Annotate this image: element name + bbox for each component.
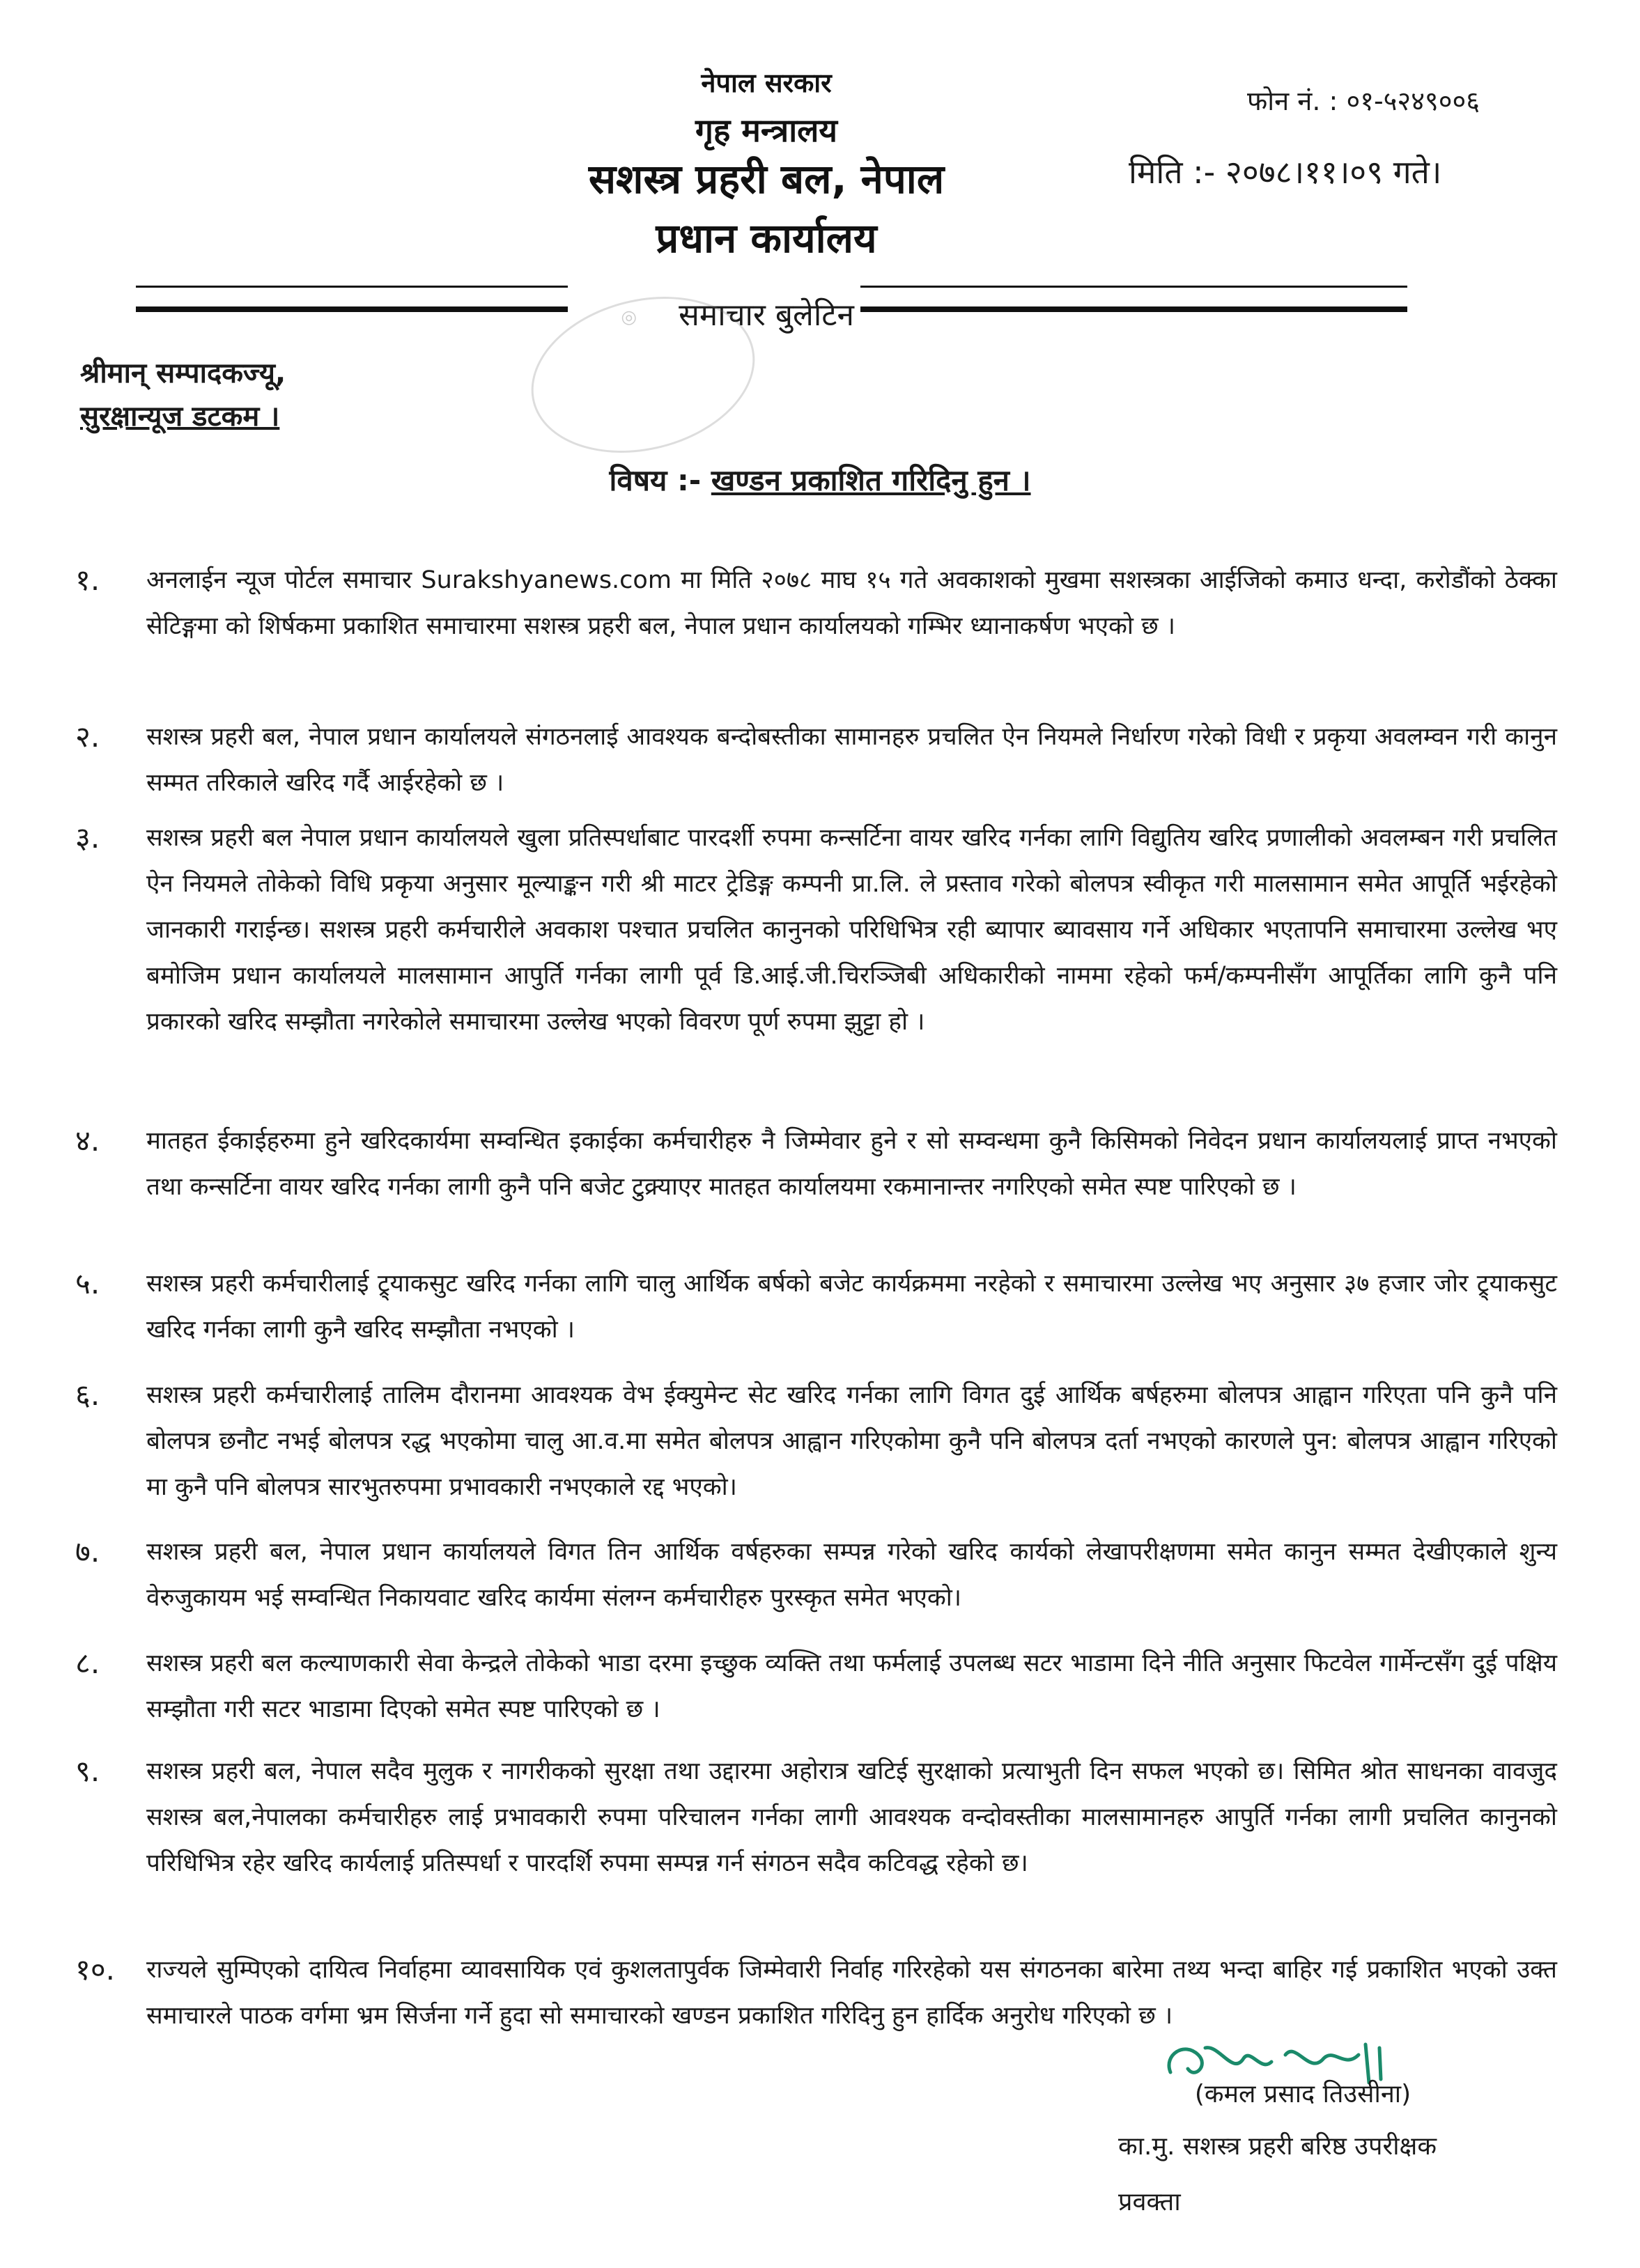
subject-line	[0, 460, 1640, 499]
letter-date: मिति :- २०७८।११।०९ गते।	[1129, 153, 1442, 191]
paragraph-number: ६.	[75, 1378, 100, 1412]
paragraph-text: सशस्त्र प्रहरी बल कल्याणकारी सेवा केन्द्रले तोकेको भाडा दरमा इच्छुक व्यक्ति तथा फर्मलाई उपलब्ध सटर भाडामा दिने नीति अनुसार फिटवेल गार्मेन्टसँग दुई पक्षिय सम्झौता गरी सटर भाडामा दिएको समेत स्पष्ट पारिएको छ ।	[146, 1649, 1557, 1723]
signatory-role: प्रवक्ता	[1118, 2188, 1181, 2216]
paragraph-number: ८.	[75, 1646, 100, 1680]
paragraph-number: २.	[75, 720, 100, 754]
paragraph-number: ९.	[75, 1754, 100, 1788]
paragraph-text: सशस्त्र प्रहरी कर्मचारीलाई ट्र्याकसुट खरिद गर्नका लागि चालु आर्थिक बर्षको बजेट कार्यक्रममा नरहेको र समाचारमा उल्लेख भए अनुसार ३७ हजार जोर ट्र्याकसुट खरिद गर्नका लागी कुनै खरिद सम्झौता नभएको ।	[146, 1270, 1557, 1344]
office-stamp: ◎	[515, 274, 772, 475]
office-name: प्रधान कार्यालय	[656, 215, 877, 262]
force-name: सशस्त्र प्रहरी बल, नेपाल	[588, 155, 945, 203]
addressee-line-1: श्रीमान् सम्पादकज्यू,	[80, 357, 286, 389]
subject-text: खण्डन प्रकाशित गरिदिनु हुन ।	[711, 463, 1031, 497]
paragraph-text: सशस्त्र प्रहरी बल, नेपाल प्रधान कार्यालयले विगत तिन आर्थिक वर्षहरुका सम्पन्न गरेको खरिद कार्यको लेखापरीक्षणमा समेत कानुन सम्मत देखीएकाले शुन्य वेरुजुकायम भई सम्वन्धित निकायवाट खरिद कार्यमा संलग्न कर्मचारीहरु पुरस्कृत समेत भएको।	[146, 1538, 1557, 1612]
paragraph-text: सशस्त्र प्रहरी कर्मचारीलाई तालिम दौरानमा आवश्यक वेभ ईक्युमेन्ट सेट खरिद गर्नका लागि विगत दुई आर्थिक बर्षहरुमा बोलपत्र आह्वान गरिएता पनि कुनै पनि बोलपत्र छनौट नभई बोलपत्र रद्ध भएकोमा चालु आ.व.मा समेत बोलपत्र आह्वान गरिएकोमा कुनै पनि बोलपत्र दर्ता नभएको कारणले पुन: बोलपत्र आह्वान गरिएको मा कुनै पनि बोलपत्र सारभुतरुपमा प्रभावकारी नभएकाले रद्द भएको।	[146, 1381, 1557, 1501]
paragraph-text: मातहत ईकाईहरुमा हुने खरिदकार्यमा सम्वन्धित इकाईका कर्मचारीहरु नै जिम्मेवार हुने र सो सम्वन्धमा कुनै किसिमको निवेदन प्रधान कार्यालयलाई प्राप्त नभएको तथा कन्सर्टिना वायर खरिद गर्नका लागी कुनै पनि बजेट टुक्र्याएर मातहत कार्यालयमा रकमानान्तर नगरिएको समेत स्पष्ट पारिएको छ ।	[146, 1127, 1557, 1201]
signatory-name: (कमल प्रसाद तिउसीना)	[1194, 2080, 1411, 2108]
bulletin-label: समाचार बुलेटिन	[679, 297, 854, 333]
header-rule-right-thin	[860, 286, 1407, 288]
signatory-title: का.मु. सशस्त्र प्रहरी बरिष्ठ उपरीक्षक	[1118, 2132, 1437, 2161]
paragraph-number: १.	[75, 563, 100, 597]
ministry-name: गृह मन्त्रालय	[695, 111, 837, 149]
paragraph-text: सशस्त्र प्रहरी बल नेपाल प्रधान कार्यालयले खुला प्रतिस्पर्धाबाट पारदर्शी रुपमा कन्सर्टिना वायर खरिद गर्नका लागि विद्युतिय खरिद प्रणालीको अवलम्बन गरी प्रचलित ऐन नियमले तोकेको विधि प्रकृया अनुसार मूल्याङ्कन गरी श्री माटर ट्रेडिङ्ग कम्पनी प्रा.लि. ले प्रस्ताव गरेको बोलपत्र स्वीकृत गरी मालसामान समेत आपूर्ति भईरहेको जानकारी गराईन्छ। सशस्त्र प्रहरी कर्मचारीले अवकाश पश्चात प्रचलित कानुनको परिधिभित्र रही ब्यापार ब्यावसाय गर्ने अधिकार भएतापनि समाचारमा उल्लेख भए बमोजिम प्रधान कार्यालयले मालसामान आपुर्ति गर्नका लागी पूर्व डि.आई.जी.चिरञ्जिबी अधिकारीको नाममा रहेको फर्म/कम्पनीसँग आपूर्तिका लागि कुनै पनि प्रकारको खरिद सम्झौता नगरेकोले समाचारमा उल्लेख भएको विवरण पूर्ण रुपमा झुट्टा हो ।	[146, 824, 1557, 1036]
paragraph-text: राज्यले सुम्पिएको दायित्व निर्वाहमा व्यावसायिक एवं कुशलतापुर्वक जिम्मेवारी निर्वाह गरिरहेको यस संगठनका बारेमा तथ्य भन्दा बाहिर गई प्रकाशित भएको उक्त समाचारले पाठक वर्गमा भ्रम सिर्जना गर्ने हुदा सो समाचारको खण्डन प्रकाशित गरिदिनु हुन हार्दिक अनुरोध गरिएको छ ।	[146, 1956, 1557, 2030]
paragraph-text: सशस्त्र प्रहरी बल, नेपाल प्रधान कार्यालयले संगठनलाई आवश्यक बन्दोबस्तीका सामानहरु प्रचलित ऐन नियमले निर्धारण गरेको विधी र प्रकृया अवलम्वन गरी कानुन सम्मत तरिकाले खरिद गर्दै आईरहेको छ ।	[146, 723, 1557, 797]
paragraph-text: अनलाईन न्यूज पोर्टल समाचार Surakshyanews.com मा मिति २०७८ माघ १५ गते अवकाशको मुखमा सशस्त्रका आईजिको कमाउ धन्दा, करोडौंको ठेक्का सेटिङ्गमा को शिर्षकमा प्रकाशित समाचारमा सशस्त्र प्रहरी बल, नेपाल प्रधान कार्यालयको गम्भिर ध्यानाकर्षण भएको छ ।	[146, 566, 1557, 640]
addressee-line-2: सुरक्षान्यूज डटकम ।	[80, 401, 280, 433]
government-name: नेपाल सरकार	[701, 68, 832, 98]
paragraph-number: १०.	[75, 1952, 116, 1987]
paragraph-number: ५.	[75, 1266, 100, 1300]
paragraph-text: सशस्त्र प्रहरी बल, नेपाल सदैव मुलुक र नागरीकको सुरक्षा तथा उद्दारमा अहोरात्र खटिई सुरक्षाको प्रत्याभुती दिन सफल भएको छ। सिमित श्रोत साधनका वावजुद सशस्त्र बल,नेपालका कर्मचारीहरु लाई प्रभावकारी रुपमा परिचालन गर्नका लागी आवश्यक वन्दोवस्तीका मालसामानहरु आपुर्ति गर्नका लागी प्रचलित कानुनको परिधिभित्र रहेर खरिद कार्यलाई प्रतिस्पर्धा र पारदर्शि रुपमा सम्पन्न गर्न संगठन सदैव कटिवद्ध रहेको छ।	[146, 1757, 1557, 1877]
subject-label: विषय :-	[609, 463, 702, 497]
phone-number: फोन नं. : ०१-५२४९००६	[1247, 86, 1480, 116]
paragraph-number: ७.	[75, 1535, 100, 1569]
paragraph-number: ४.	[75, 1124, 100, 1158]
header-rule-left-thick	[136, 306, 568, 312]
addressee	[80, 352, 286, 438]
paragraph-number: ३.	[75, 821, 100, 855]
header-rule-left-thin	[136, 286, 568, 288]
